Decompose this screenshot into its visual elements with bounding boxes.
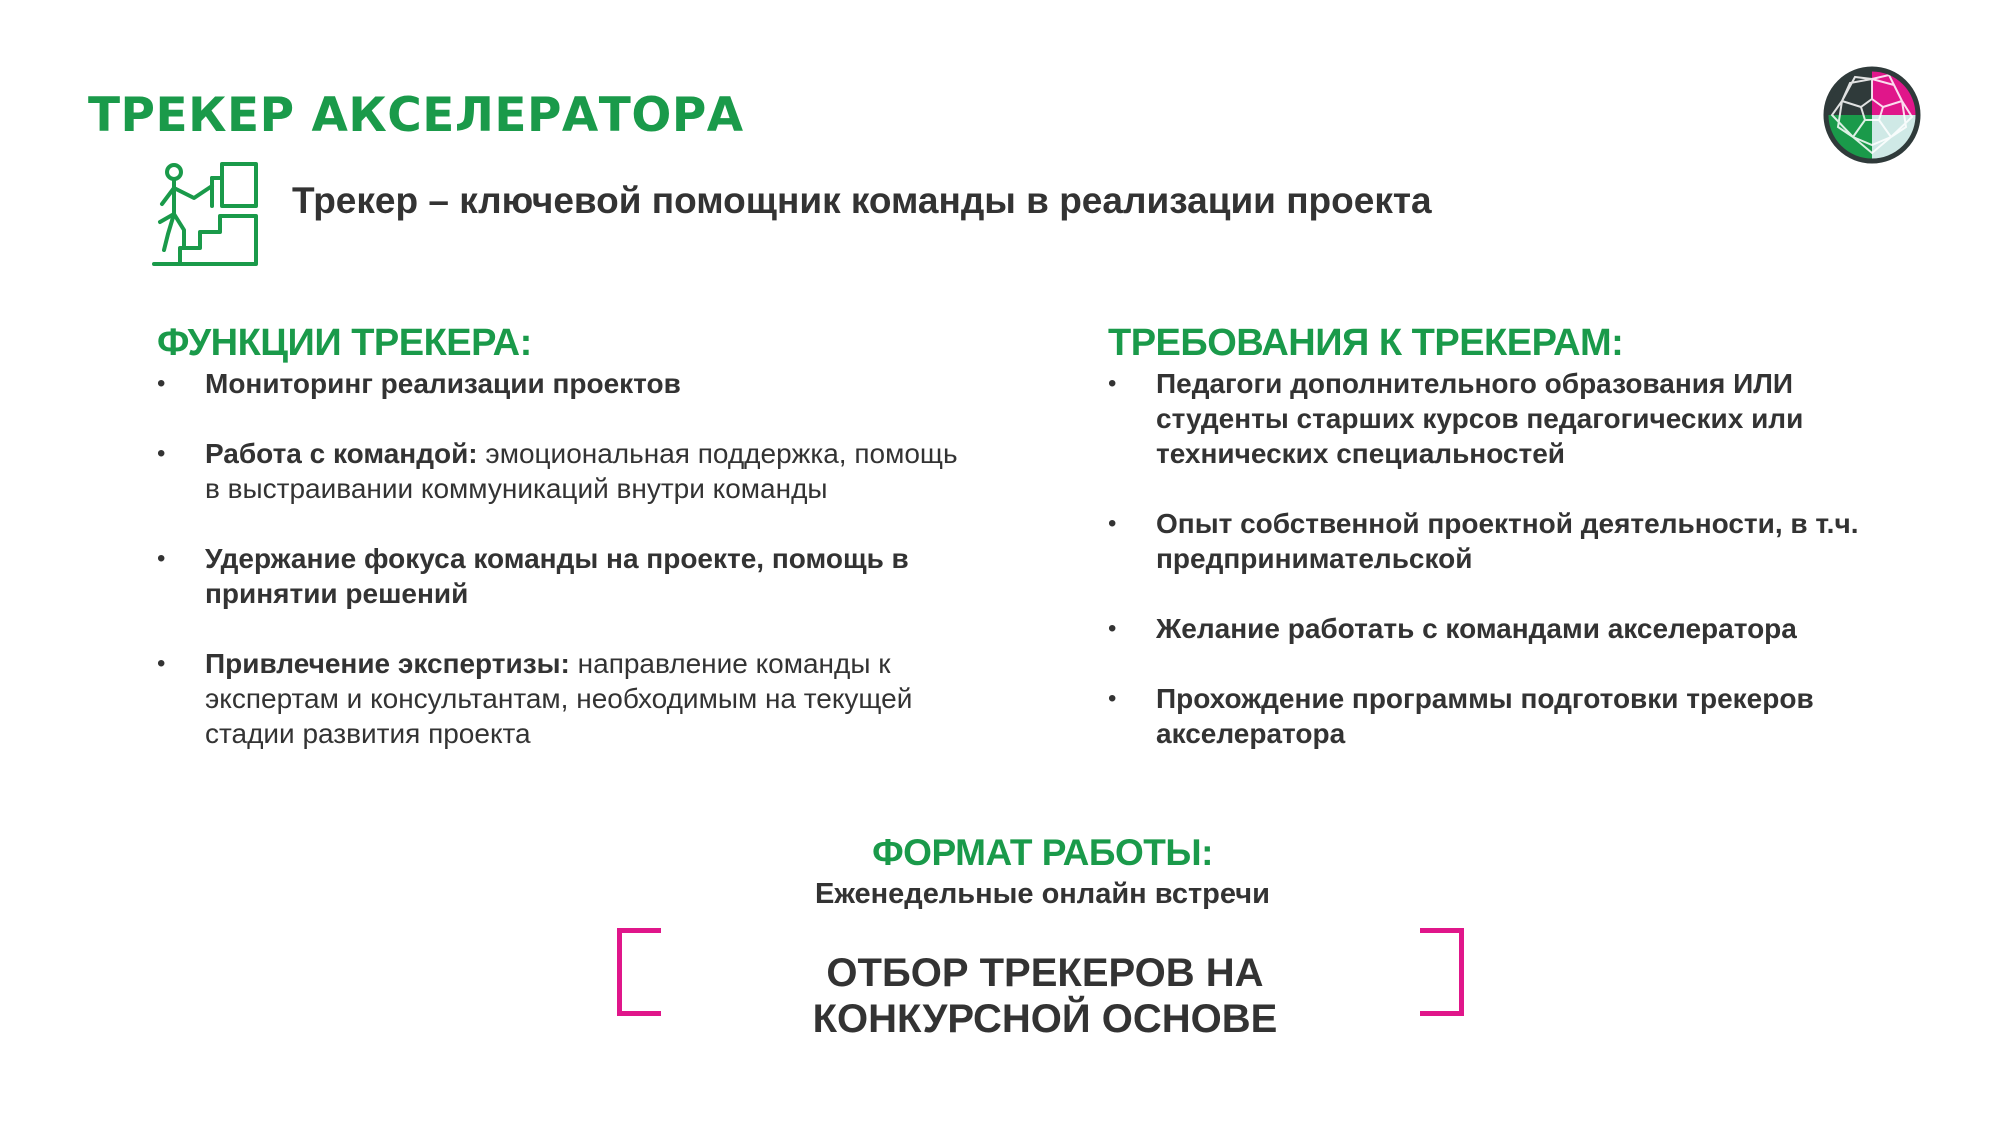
- list-item: • Работа с командой: эмоциональная поддержка, помощь в выстраивании коммуникаций внутри команды: [157, 436, 977, 506]
- list-item: • Прохождение программы подготовки трекеров акселератора: [1108, 681, 1888, 751]
- soccer-ball-logo: [1822, 65, 1922, 165]
- functions-list: [157, 366, 977, 786]
- left-bracket-decoration: [617, 928, 661, 1016]
- functions-heading: ФУНКЦИИ ТРЕКЕРА:: [157, 322, 532, 364]
- list-item: • Опыт собственной проектной деятельности, в т.ч. предпринимательской: [1108, 506, 1888, 576]
- list-item: • Желание работать с командами акселератора: [1108, 611, 1888, 646]
- format-description: Еженедельные онлайн встречи: [815, 878, 1270, 910]
- list-item: • Привлечение экспертизы: направление команды к экспертам и консультантам, необходимым на текущей стадии развития проекта: [157, 646, 977, 751]
- list-item: • Удержание фокуса команды на проекте, помощь в принятии решений: [157, 541, 977, 611]
- format-heading: ФОРМАТ РАБОТЫ:: [872, 832, 1213, 873]
- requirements-heading: ТРЕБОВАНИЯ К ТРЕКЕРАМ:: [1108, 322, 1624, 364]
- page-title: ТРЕКЕР АКСЕЛЕРАТОРА: [88, 88, 744, 143]
- list-item: • Педагоги дополнительного образования ИЛИ студенты старших курсов педагогических или технических специальностей: [1108, 366, 1888, 471]
- list-item: • Мониторинг реализации проектов: [157, 366, 977, 401]
- person-climbing-stairs-icon: [150, 158, 260, 268]
- right-bracket-decoration: [1420, 928, 1464, 1016]
- requirements-list: [1108, 366, 1888, 786]
- selection-callout: ОТБОР ТРЕКЕРОВ НА КОНКУРСНОЙ ОСНОВЕ: [812, 951, 1278, 1041]
- page-subtitle: Трекер – ключевой помощник команды в реализации проекта: [292, 180, 1432, 221]
